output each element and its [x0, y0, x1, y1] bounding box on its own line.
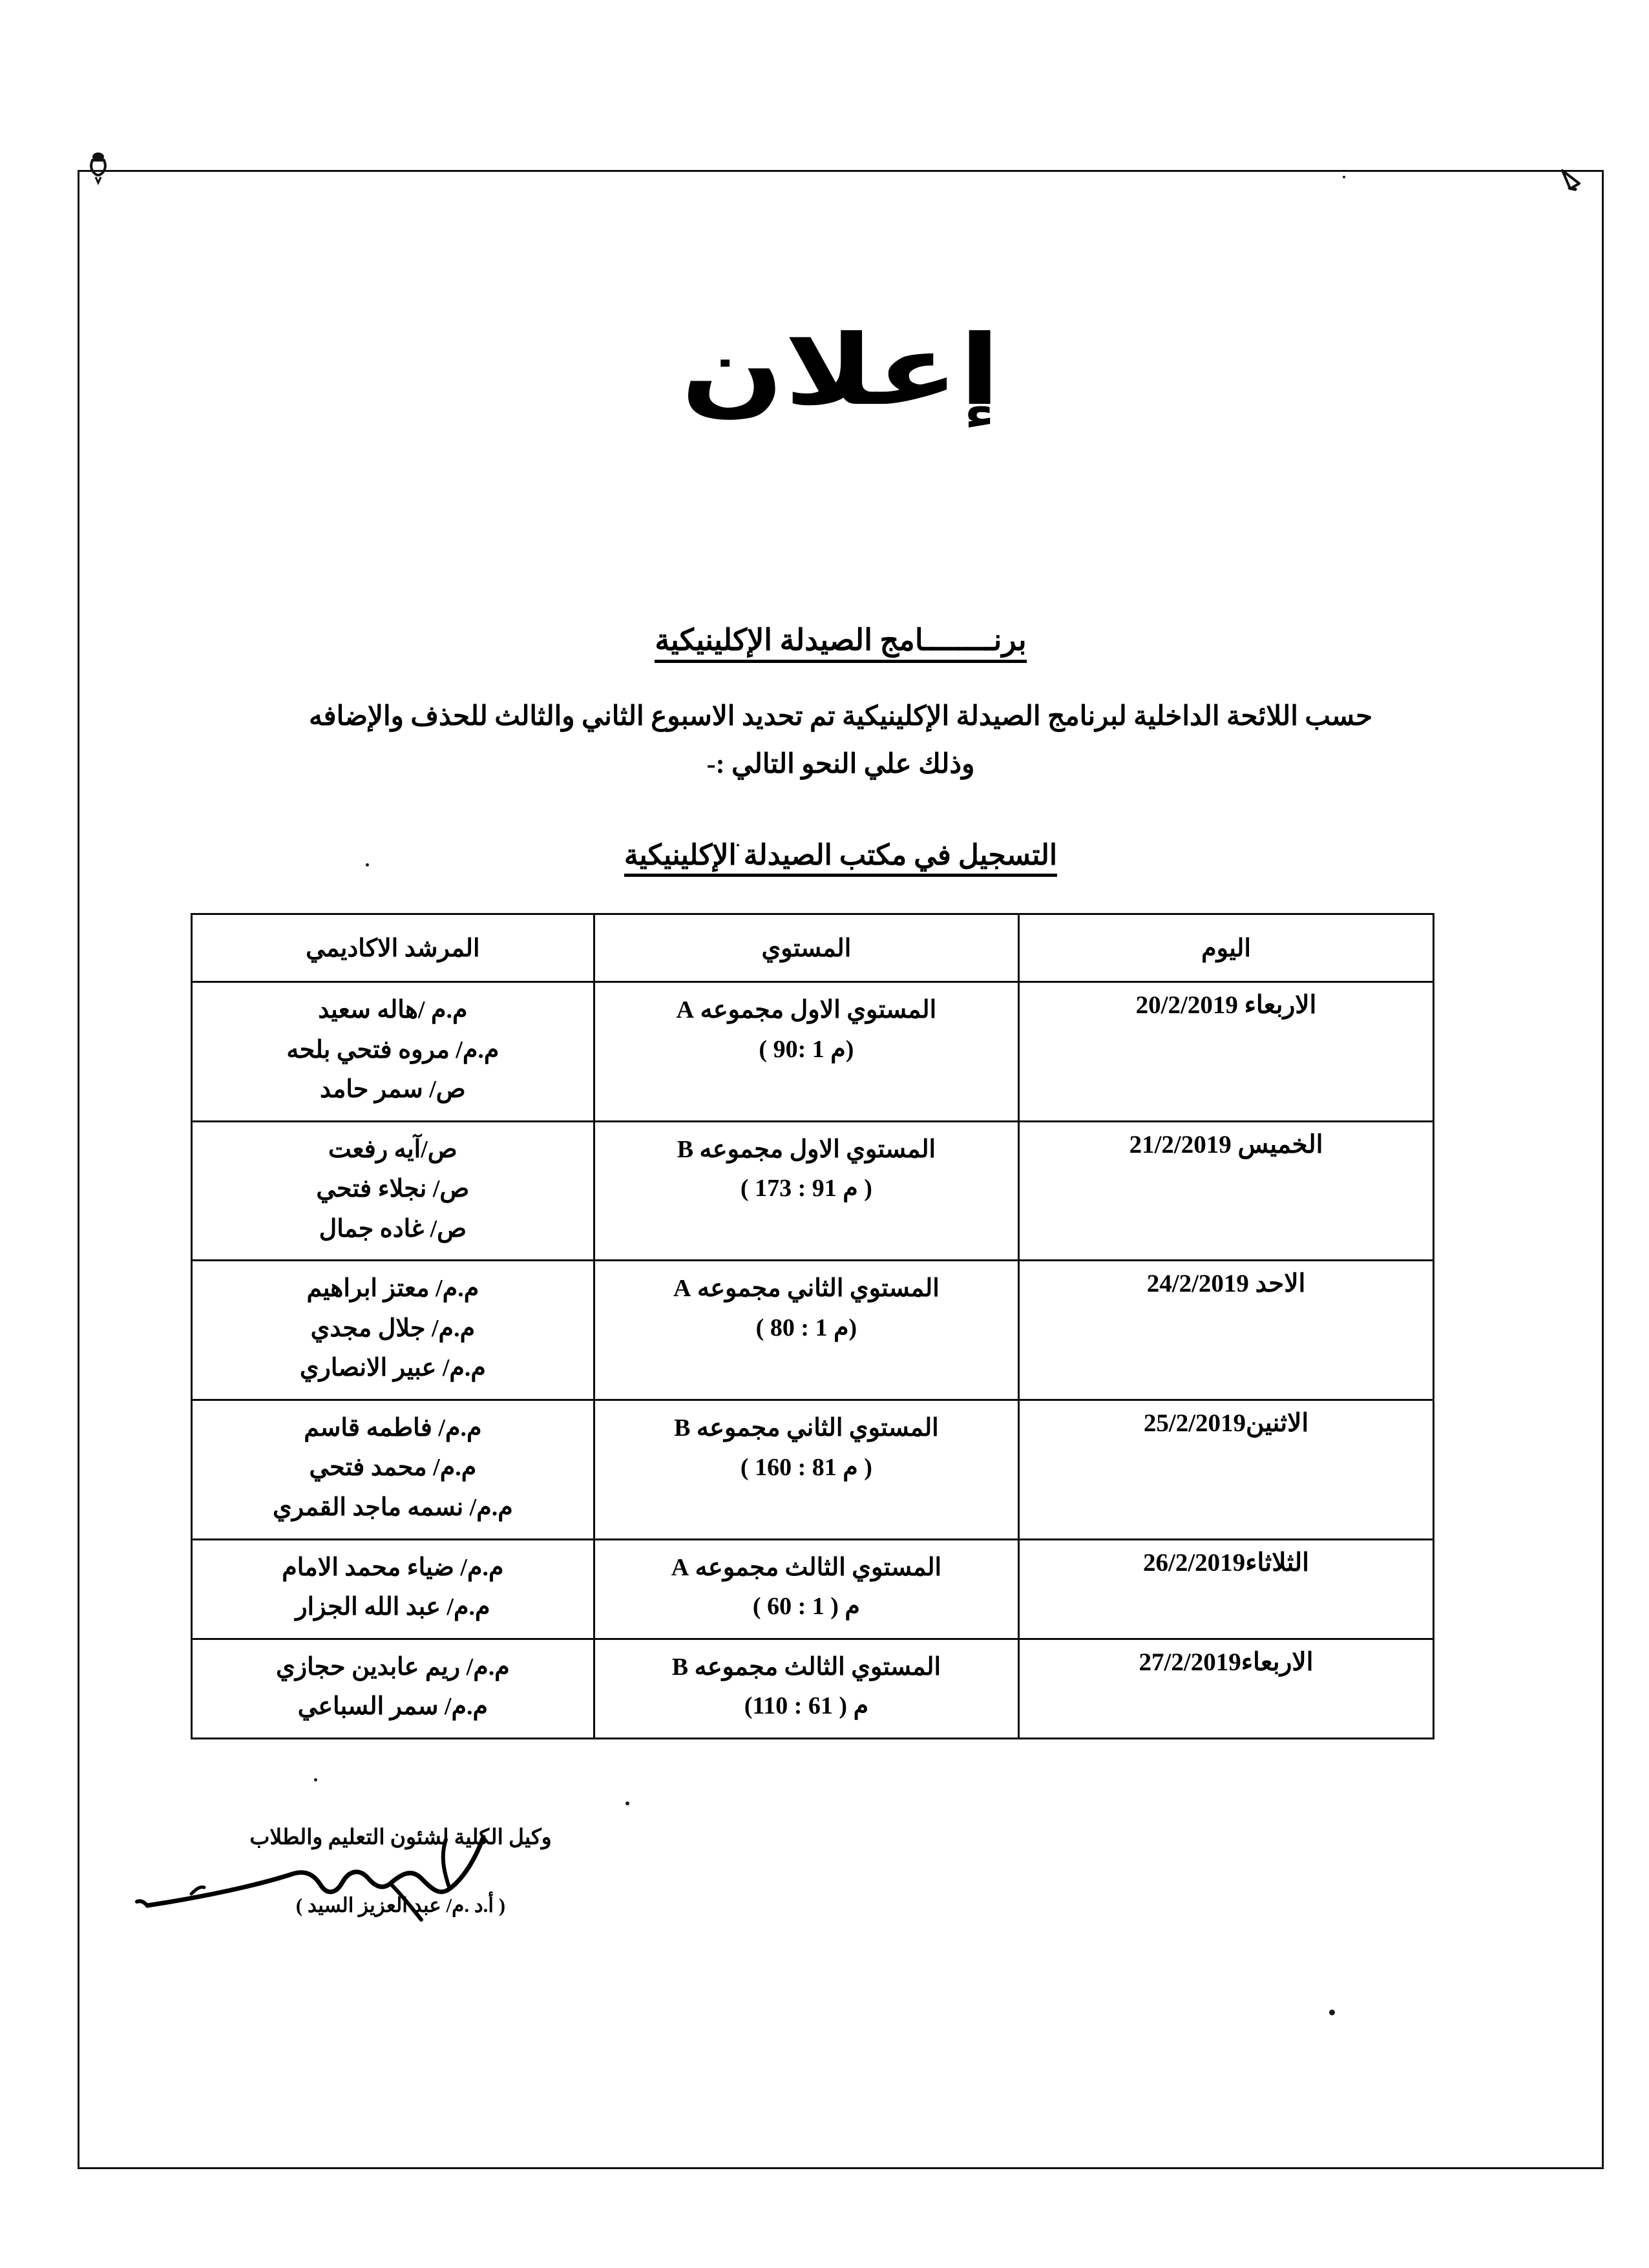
cell-level — [594, 1121, 1018, 1261]
document-content — [78, 170, 1604, 2169]
registration-heading-text: التسجيل في مكتب الصيدلة الإكلينيكية — [624, 839, 1057, 877]
cell-day: الاربعاء27/2/2019 — [1019, 1639, 1434, 1738]
cell-advisor — [192, 1639, 594, 1738]
cell-level-line-1: المستوي الثالث مجموعه B — [671, 1653, 941, 1681]
cell-level-line-2: ( م 91 : 173 ) — [740, 1175, 872, 1202]
signatory-name: ( أ.د .م/ عبد العزيز السيد ) — [295, 1894, 506, 1916]
cell-level-line-1: المستوي الثاني مجموعه B — [674, 1414, 939, 1442]
table-row — [192, 1261, 1434, 1400]
table-header-row — [192, 914, 1434, 982]
cell-level-line-2: (م 1 : 80 ) — [755, 1314, 857, 1342]
cell-day: الاثنين25/2/2019 — [1019, 1400, 1434, 1539]
advisor-name: م.م/ عبد الله الجزار — [295, 1593, 490, 1621]
cell-advisor — [192, 1261, 594, 1400]
advisor-name: م.م/ سمر السباعي — [297, 1693, 488, 1721]
advisor-name: م.م/ نسمه ماجد القمري — [272, 1494, 513, 1522]
cell-advisor — [192, 1121, 594, 1261]
cell-level-line-1: المستوي الثالث مجموعه A — [671, 1553, 942, 1581]
cell-level — [594, 1639, 1018, 1738]
table-row — [192, 1400, 1434, 1539]
cell-advisor — [192, 1539, 594, 1639]
advisor-name: ص/ نجلاء فتحي — [316, 1175, 470, 1203]
cell-level-line-1: المستوي الاول مجموعه A — [676, 996, 937, 1024]
cell-level — [594, 1261, 1018, 1400]
table-row — [192, 1539, 1434, 1639]
cell-day: الخميس 21/2/2019 — [1019, 1121, 1434, 1261]
column-header-day: اليوم — [1019, 914, 1434, 982]
column-header-level: المستوي — [594, 914, 1018, 982]
advisor-name: م.م/ ريم عابدين حجازي — [275, 1653, 510, 1681]
table-row — [192, 982, 1434, 1122]
cell-advisor — [192, 1400, 594, 1539]
cell-day: الاحد 24/2/2019 — [1019, 1261, 1434, 1400]
program-heading — [78, 622, 1604, 663]
advisor-name: م.م/ عبير الانصاري — [299, 1354, 486, 1382]
table-row — [192, 1639, 1434, 1738]
advisor-name: م.م/ محمد فتحي — [309, 1454, 477, 1482]
registration-heading — [78, 839, 1604, 877]
cell-level-line-2: م ( 61 : 110) — [744, 1692, 869, 1720]
signatory-role: وكيل الكلية لشئون التعليم والطلاب — [249, 1826, 552, 1849]
advisor-name: م.م /هاله سعيد — [318, 996, 468, 1024]
announcement-body-line-2: وذلك علي النحو التالي :- — [706, 749, 975, 779]
schedule-table-container — [191, 913, 1434, 1739]
cell-level-line-1: المستوي الثاني مجموعه A — [673, 1275, 940, 1303]
cell-day: الثلاثاء26/2/2019 — [1019, 1539, 1434, 1639]
advisor-name: م.م/ جلال مجدي — [310, 1314, 476, 1342]
advisor-name: م.م/ ضياء محمد الامام — [282, 1553, 504, 1581]
cell-advisor — [192, 982, 594, 1122]
page-title — [78, 316, 1604, 425]
schedule-table — [191, 913, 1434, 1739]
cell-level-line-2: (م 1 :90 ) — [759, 1035, 854, 1063]
handwritten-signature-icon — [155, 1846, 646, 1904]
advisor-name: ص/ غاده جمال — [319, 1215, 467, 1243]
cell-level — [594, 1400, 1018, 1539]
table-row — [192, 1121, 1434, 1261]
column-header-advisor: المرشد الاكاديمي — [192, 914, 594, 982]
advisor-name: م.م/ مروه فتحي بلحه — [286, 1036, 499, 1064]
program-heading-text: برنــــــــامج الصيدلة الإكلينيكية — [655, 622, 1026, 663]
page-title-text: إعلان — [680, 316, 1001, 425]
announcement-body — [103, 693, 1578, 788]
announcement-body-line-1: حسب اللائحة الداخلية لبرنامج الصيدلة الإكلينيكية تم تحديد الاسبوع الثاني والثالث للحذف والإضافه — [308, 702, 1373, 731]
cell-level-line-2: م ( 1 : 60 ) — [752, 1593, 860, 1621]
cell-level — [594, 1539, 1018, 1639]
cell-level-line-1: المستوي الاول مجموعه B — [677, 1135, 936, 1163]
signature-block — [155, 1824, 646, 1917]
advisor-name: م.م/ معتز ابراهيم — [306, 1275, 479, 1303]
cell-level-line-2: ( م 81 : 160 ) — [740, 1453, 872, 1481]
advisor-name: ص/آيه رفعت — [328, 1135, 457, 1163]
cell-day: الاربعاء 20/2/2019 — [1019, 982, 1434, 1122]
advisor-name: ص/ سمر حامد — [320, 1076, 466, 1104]
advisor-name: م.م/ فاطمه قاسم — [304, 1414, 482, 1442]
cell-level — [594, 982, 1018, 1122]
